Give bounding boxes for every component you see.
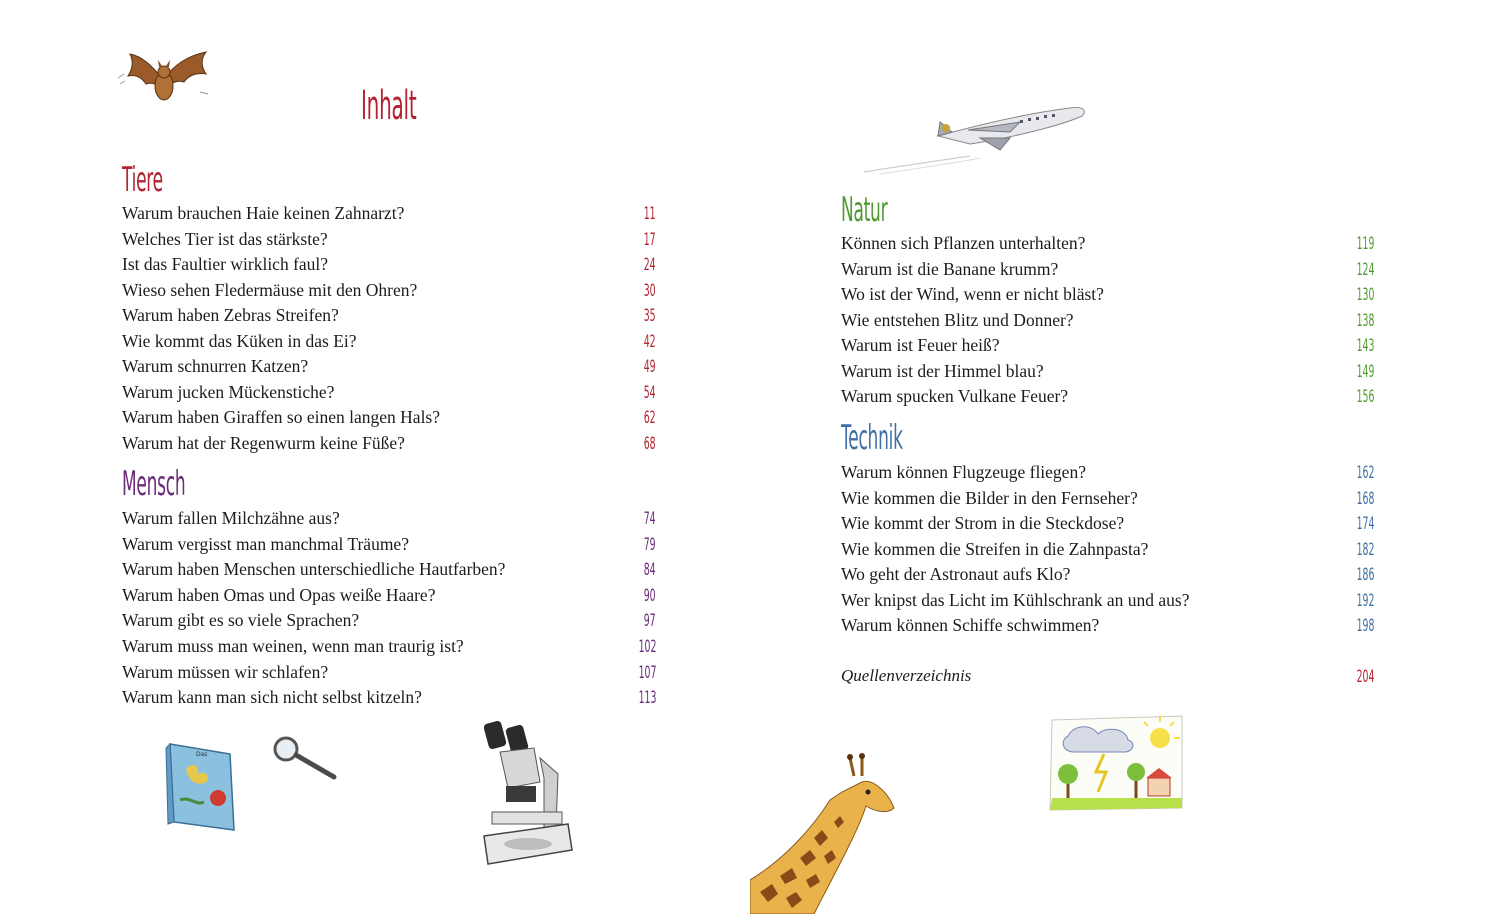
toc-entry-page-number: 49	[644, 357, 656, 377]
toc-entry-page-number: 138	[1356, 310, 1374, 331]
toc-entry-question: Wieso sehen Fledermäuse mit den Ohren?	[122, 279, 418, 300]
toc-entry-question: Warum hat der Regenwurm keine Füße?	[122, 432, 405, 453]
toc-entry[interactable]	[841, 512, 1374, 538]
toc-entry-question: Können sich Pflanzen unterhalten?	[841, 233, 1086, 253]
section-heading-natur: Natur	[841, 190, 888, 230]
toc-entry-question: Warum haben Giraffen so einen langen Hals?	[122, 407, 441, 427]
toc-entry[interactable]	[122, 304, 656, 330]
toc-entry-question: Wer knipst das Licht im Kühlschrank an und aus?	[841, 589, 1190, 610]
toc-entry[interactable]	[122, 686, 656, 712]
toc-entry-question: Warum vergisst man manchmal Träume?	[122, 533, 409, 554]
toc-entry-page-number: 124	[1356, 259, 1374, 280]
toc-entry[interactable]	[841, 563, 1374, 589]
toc-entry[interactable]	[122, 228, 656, 254]
toc-entry-page-number: 62	[644, 408, 656, 428]
toc-entry[interactable]	[122, 507, 656, 533]
toc-entry-question: Ist das Faultier wirklich faul?	[122, 254, 329, 274]
child-drawing-thunderstorm-illustration	[1048, 714, 1186, 812]
toc-entry-page-number: 84	[644, 560, 656, 581]
section-heading-technik: Technik	[841, 418, 903, 458]
toc-entry[interactable]	[841, 461, 1374, 487]
toc-entry-page-number: 90	[644, 585, 656, 606]
toc-entry-page-number: 107	[638, 662, 656, 683]
toc-entry-question: Warum kann man sich nicht selbst kitzeln?	[122, 687, 422, 708]
toc-entry[interactable]	[841, 385, 1374, 411]
toc-entry-question: Warum muss man weinen, wenn man traurig ist?	[122, 636, 464, 656]
toc-entry-question: Warum ist der Himmel blau?	[841, 360, 1044, 381]
giraffe-illustration	[750, 752, 900, 914]
toc-entry-page-number: 168	[1356, 488, 1374, 509]
toc-entry-page-number: 113	[638, 688, 656, 709]
toc-entry-question: Wo ist der Wind, wenn er nicht bläst?	[841, 284, 1104, 304]
toc-entry-page-number: 24	[644, 255, 656, 275]
section-heading-mensch: Mensch	[122, 464, 186, 504]
toc-entry[interactable]	[841, 283, 1374, 309]
toc-entry-page-number: 68	[644, 433, 656, 454]
sources-page-number: 204	[1356, 667, 1374, 687]
toc-entry[interactable]	[841, 614, 1374, 640]
toc-entry[interactable]	[122, 533, 656, 559]
toc-entry-question: Warum haben Omas und Opas weiße Haare?	[122, 584, 436, 605]
toc-entry-question: Warum ist Feuer heiß?	[841, 335, 1000, 355]
toc-entry-page-number: 102	[638, 637, 656, 657]
airplane-illustration	[860, 100, 1095, 180]
toc-entry[interactable]	[841, 589, 1374, 615]
toc-entry-question: Wie kommen die Bilder in den Fernseher?	[841, 487, 1138, 508]
toc-entry-question: Wie kommen die Streifen in die Zahnpasta?	[841, 538, 1149, 559]
toc-entry-page-number: 149	[1356, 361, 1374, 382]
toc-entry[interactable]	[122, 609, 656, 635]
toc-entry-question: Welches Tier ist das stärkste?	[122, 228, 328, 249]
sources-label: Quellenverzeichnis	[841, 666, 972, 685]
toc-entry-question: Warum schnurren Katzen?	[122, 356, 309, 376]
sources-row[interactable]	[841, 666, 1374, 692]
toc-entry-question: Warum gibt es so viele Sprachen?	[122, 610, 360, 631]
toc-entry-page-number: 17	[644, 229, 656, 250]
toc-entry-question: Wie kommt das Küken in das Ei?	[122, 330, 357, 351]
toc-entry-question: Wie entstehen Blitz und Donner?	[841, 309, 1074, 330]
page-title: Inhalt	[361, 83, 417, 129]
toc-entry[interactable]	[841, 360, 1374, 386]
toc-entry-page-number: 119	[1356, 234, 1374, 254]
toc-entry[interactable]	[122, 635, 656, 661]
toc-entry-page-number: 79	[644, 534, 656, 555]
toc-entry-page-number: 192	[1356, 590, 1374, 611]
toc-entry[interactable]	[122, 661, 656, 687]
nature-book-illustration	[160, 740, 240, 835]
toc-entry[interactable]	[122, 381, 656, 407]
toc-entry-page-number: 156	[1356, 387, 1374, 407]
magnifying-glass-illustration	[270, 735, 342, 783]
toc-entry[interactable]	[122, 202, 656, 228]
toc-entry-page-number: 198	[1356, 616, 1374, 636]
toc-entry[interactable]	[122, 279, 656, 305]
toc-entry[interactable]	[841, 258, 1374, 284]
toc-entry-question: Warum fallen Milchzähne aus?	[122, 508, 340, 528]
toc-entry-question: Warum haben Zebras Streifen?	[122, 305, 339, 325]
toc-entry-question: Warum spucken Vulkane Feuer?	[841, 386, 1069, 406]
toc-entry[interactable]	[841, 232, 1374, 258]
toc-entry[interactable]	[122, 253, 656, 279]
toc-entry-page-number: 54	[644, 382, 656, 403]
toc-entry[interactable]	[122, 432, 656, 458]
toc-entry-page-number: 182	[1356, 539, 1374, 560]
toc-entry-page-number: 42	[644, 331, 656, 352]
toc-entry-page-number: 186	[1356, 565, 1374, 585]
toc-entry[interactable]	[841, 334, 1374, 360]
toc-entry-question: Warum können Schiffe schwimmen?	[841, 615, 1100, 635]
toc-entry-question: Warum haben Menschen unterschiedliche Hautfarben?	[122, 559, 506, 580]
toc-entry-page-number: 162	[1356, 463, 1374, 483]
toc-entry-page-number: 35	[644, 306, 656, 326]
toc-entry[interactable]	[122, 558, 656, 584]
toc-entry[interactable]	[122, 355, 656, 381]
toc-entry-page-number: 11	[644, 204, 656, 224]
toc-entry-page-number: 130	[1356, 285, 1374, 305]
toc-entry[interactable]	[122, 330, 656, 356]
toc-entry[interactable]	[841, 487, 1374, 513]
toc-entry-question: Wo geht der Astronaut aufs Klo?	[841, 564, 1071, 584]
toc-entry-question: Warum jucken Mückenstiche?	[122, 381, 335, 402]
toc-entry-page-number: 143	[1356, 336, 1374, 356]
section-heading-tiere: Tiere	[122, 160, 163, 200]
bat-illustration	[110, 48, 215, 108]
toc-entry[interactable]	[122, 406, 656, 432]
toc-entry-question: Warum müssen wir schlafen?	[122, 661, 329, 682]
toc-entry-page-number: 30	[644, 280, 656, 301]
microscope-illustration	[478, 718, 578, 868]
toc-entry[interactable]	[841, 538, 1374, 564]
toc-entry-question: Warum ist die Banane krumm?	[841, 258, 1059, 279]
toc-entry-page-number: 74	[644, 509, 656, 529]
toc-entry[interactable]	[122, 584, 656, 610]
toc-entry-question: Wie kommt der Strom in die Steckdose?	[841, 513, 1125, 533]
toc-entry-question: Warum können Flugzeuge fliegen?	[841, 462, 1086, 482]
svg-text:Das: Das	[196, 751, 208, 758]
toc-entry-page-number: 97	[644, 611, 656, 632]
toc-entry-page-number: 174	[1356, 514, 1374, 534]
toc-entry[interactable]	[841, 309, 1374, 335]
toc-entry-question: Warum brauchen Haie keinen Zahnarzt?	[122, 203, 405, 223]
